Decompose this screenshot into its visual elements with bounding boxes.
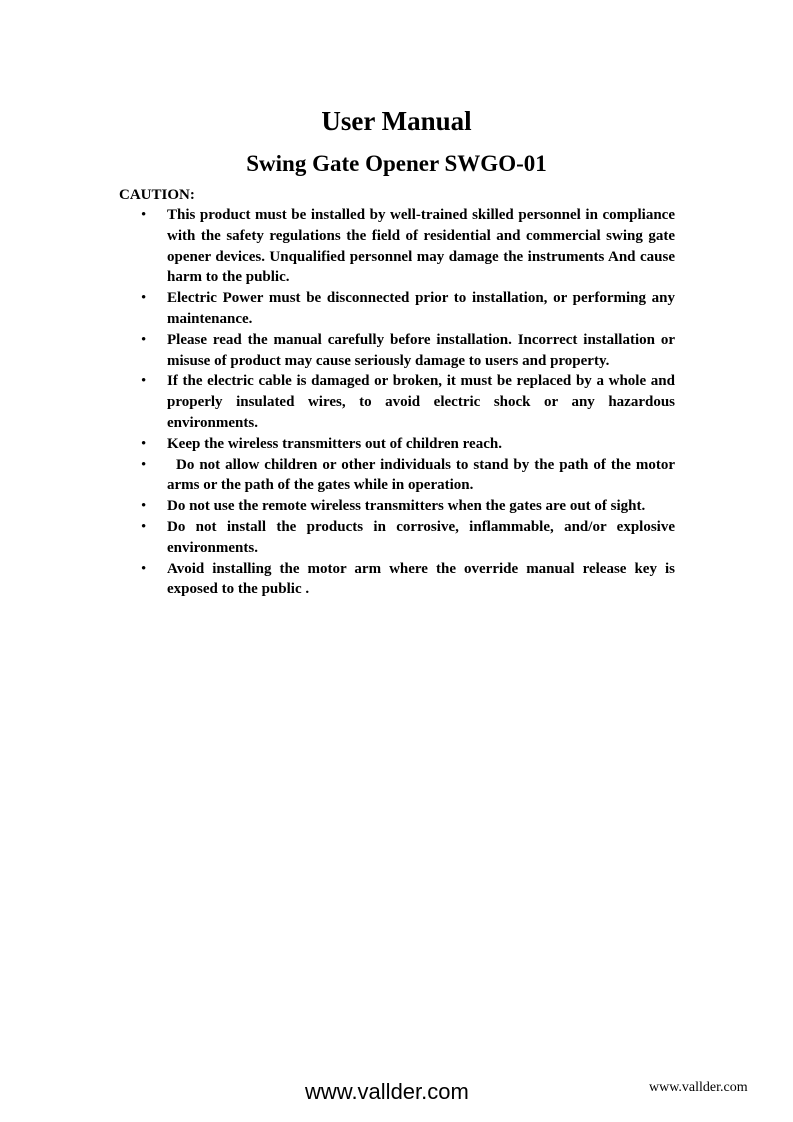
bullet-icon: •: [141, 373, 147, 390]
caution-item-text: Please read the manual carefully before installation. Incorrect installation or misuse of product may cause seriously damage to users and property.: [167, 331, 675, 369]
bullet-icon: •: [141, 207, 147, 223]
caution-item-text: Do not allow children or other individuals to stand by the path of the motor arms or the path of the gates while in operation.: [167, 456, 675, 494]
bullet-icon: •: [141, 518, 147, 535]
caution-item-text: Do not use the remote wireless transmitters when the gates are out of sight.: [167, 498, 646, 515]
bullet-icon: •: [141, 560, 147, 577]
caution-item-text: Avoid installing the motor arm where the override manual release key is exposed to the public .: [167, 560, 675, 598]
caution-item: [119, 330, 675, 372]
footer-website-link[interactable]: www.vallder.com: [305, 1079, 469, 1104]
caution-item: [119, 559, 675, 601]
caution-item: [119, 434, 675, 455]
bullet-icon: •: [141, 498, 147, 515]
bullet-icon: •: [141, 456, 147, 473]
bullet-icon: •: [141, 331, 147, 348]
caution-item: [119, 288, 675, 330]
footer-website-text: www.vallder.com: [649, 1080, 748, 1095]
caution-item-text: Keep the wireless transmitters out of children reach.: [167, 435, 502, 452]
document-title: User Manual: [321, 106, 472, 136]
caution-item-text: Do not install the products in corrosive, inflammable, and/or explosive environments.: [167, 518, 675, 556]
caution-item-text: This product must be installed by well-trained skilled personnel in compliance with the safety regulations the field of residential and commercial swing gate opener devices. Unqualified personnel may damage the instruments And cause harm to the public.: [167, 207, 675, 286]
caution-item: [119, 205, 675, 288]
caution-item: [119, 455, 675, 497]
caution-list: [119, 205, 675, 600]
document-subtitle: Swing Gate Opener SWGO-01: [246, 151, 547, 176]
caution-heading: CAUTION:: [119, 187, 195, 203]
caution-item: [119, 517, 675, 559]
caution-item-text: If the electric cable is damaged or broken, it must be replaced by a whole and properly insulated wires, to avoid electric shock or any hazardous environments.: [167, 373, 675, 431]
caution-item: [119, 496, 675, 517]
caution-item-text: Electric Power must be disconnected prior to installation, or performing any maintenance.: [167, 290, 675, 327]
bullet-icon: •: [141, 290, 147, 307]
bullet-icon: •: [141, 435, 147, 452]
caution-item: [119, 371, 675, 433]
